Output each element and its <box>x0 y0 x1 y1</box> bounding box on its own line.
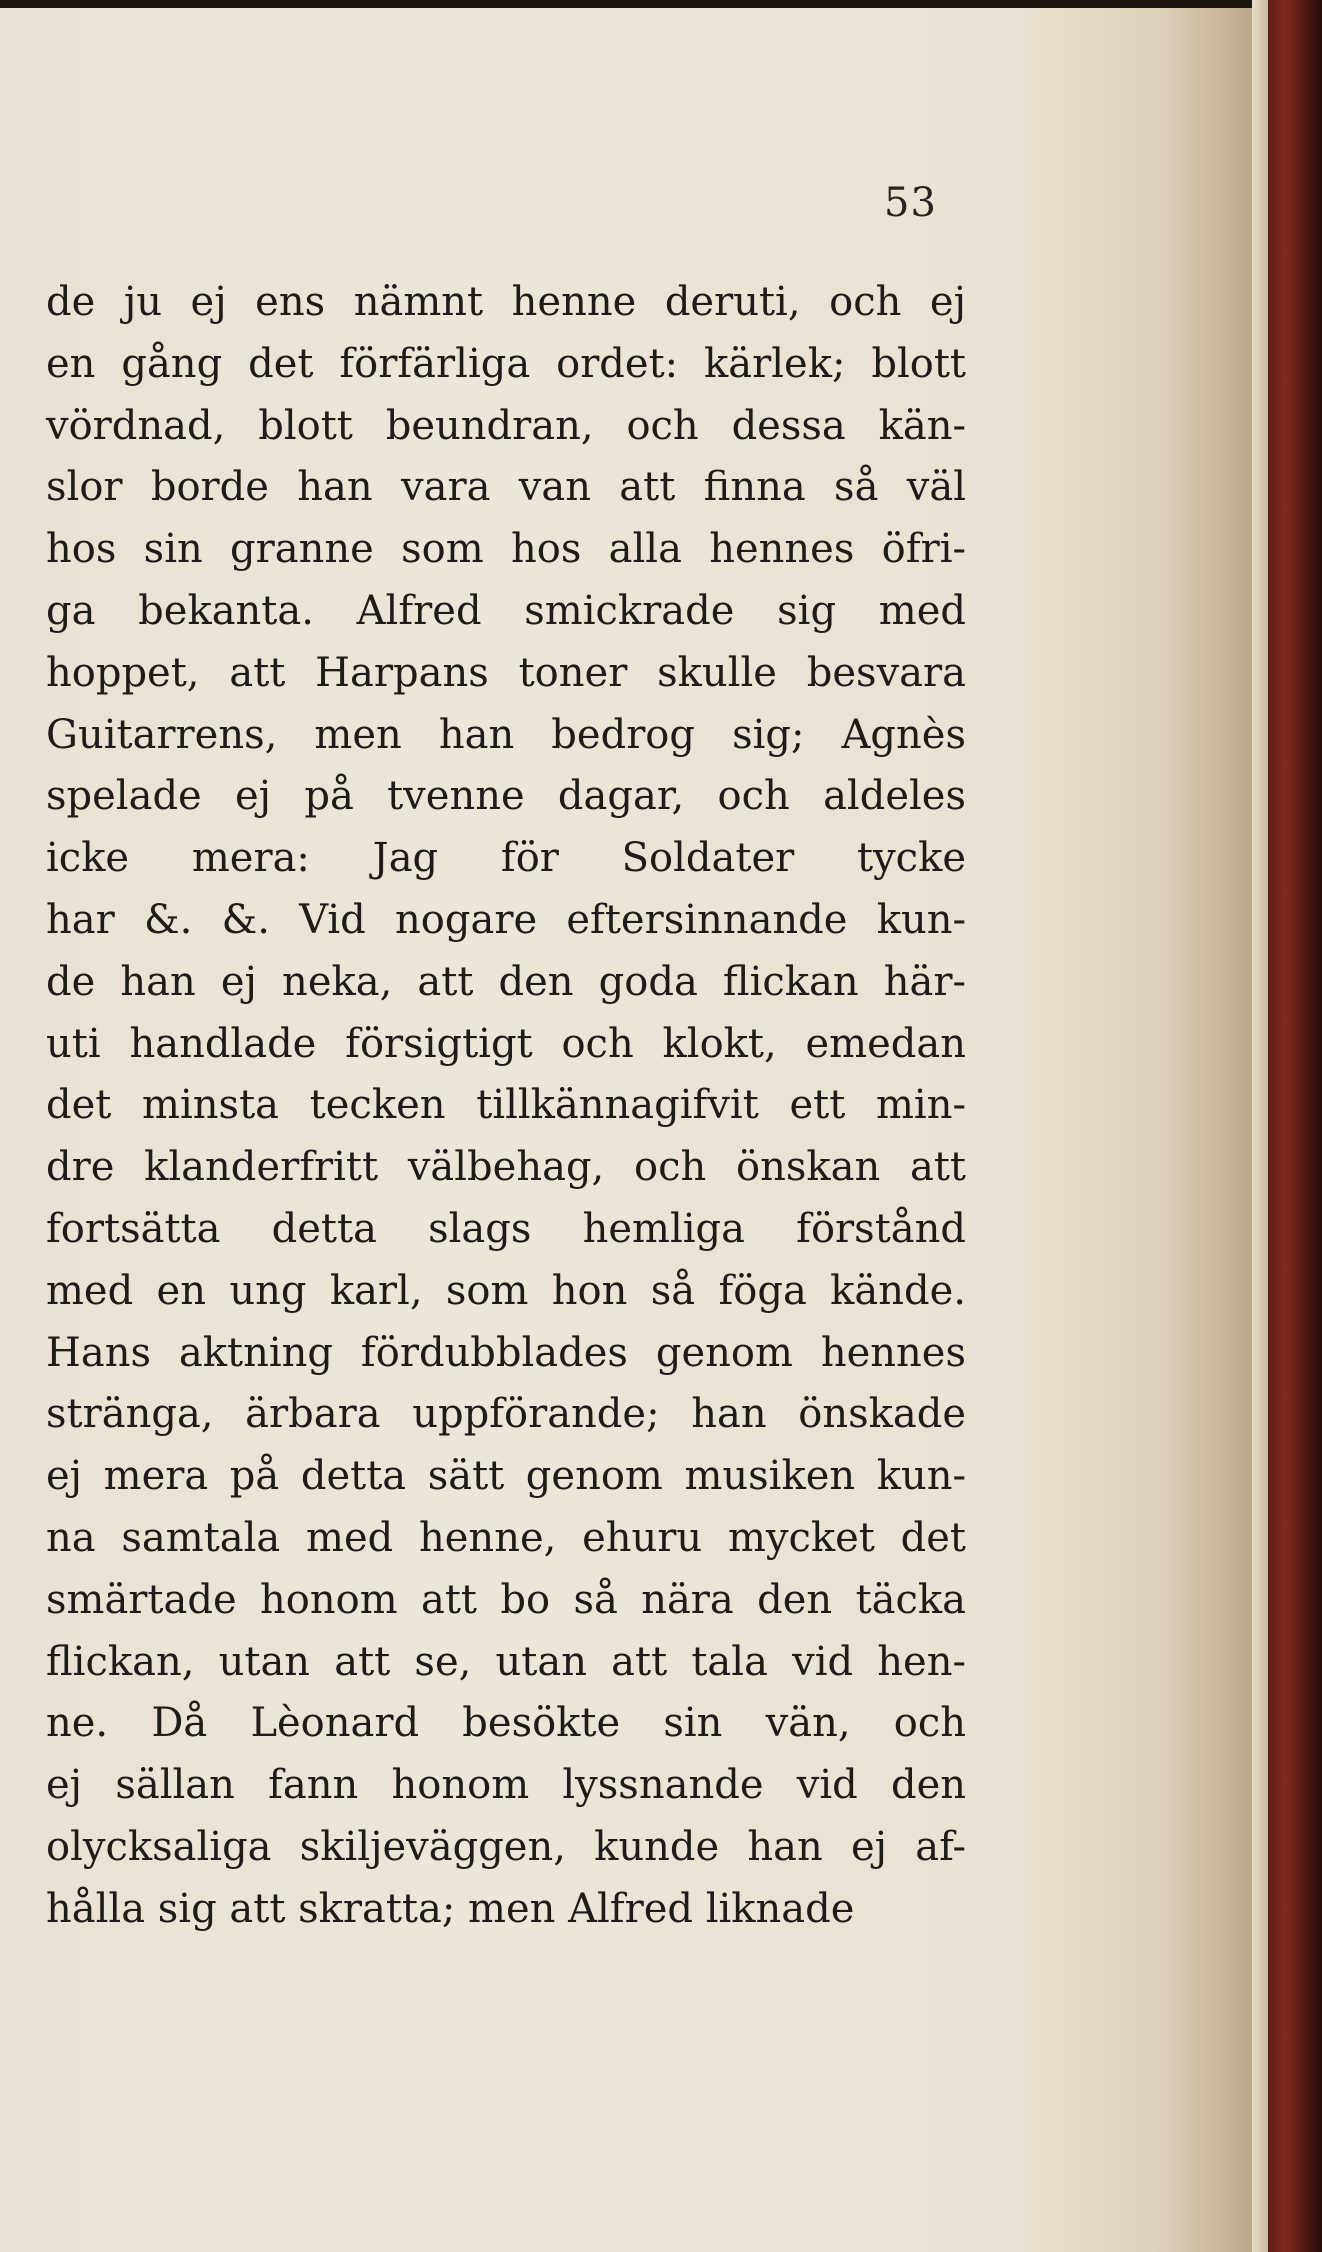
page-edge <box>1252 0 1268 2252</box>
text-line: vördnad, blott beundran, och dessa kän- <box>46 402 966 449</box>
text-line: hos sin granne som hos alla hennes öfri- <box>46 526 966 573</box>
text-line: slor borde han vara van att finna så väl <box>46 464 966 511</box>
text-line: hoppet, att Harpans toner skulle besvara <box>46 649 966 696</box>
text-line: Hans aktning fördubblades genom hennes <box>46 1329 966 1376</box>
text-line: ne. Då Lèonard besökte sin vän, och <box>46 1700 966 1747</box>
text-line: ga bekanta. Alfred smickrade sig med <box>46 587 966 634</box>
text-line: uti handlade försigtigt och klokt, emedan <box>46 1020 966 1067</box>
body-text <box>46 272 966 1941</box>
text-line: stränga, ärbara uppförande; han önskade <box>46 1391 966 1438</box>
text-line: ej mera på detta sätt genom musiken kun- <box>46 1453 966 1500</box>
text-line: hålla sig att skratta; men Alfred liknade <box>46 1885 855 1932</box>
text-line: fortsätta detta slags hemliga förstånd <box>46 1205 966 1252</box>
page-number: 53 <box>884 180 937 226</box>
text-line: det minsta tecken tillkännagifvit ett min- <box>46 1082 966 1129</box>
text-line: har &. &. Vid nogare eftersinnande kun- <box>46 896 966 943</box>
text-line: smärtade honom att bo så nära den täcka <box>46 1576 966 1623</box>
page-gutter <box>1188 8 1258 2252</box>
text-line: de ju ej ens nämnt henne deruti, och ej <box>46 279 966 325</box>
text-line: spelade ej på tvenne dagar, och aldeles <box>46 773 966 820</box>
text-line: na samtala med henne, ehuru mycket det <box>46 1514 966 1561</box>
text-line: med en ung karl, som hon så föga kände. <box>46 1267 966 1314</box>
text-line: Guitarrens, men han bedrog sig; Agnès <box>46 711 966 758</box>
text-line: en gång det förfärliga ordet: kärlek; blott <box>46 340 966 387</box>
text-line: dre klanderfritt välbehag, och önskan att <box>46 1144 966 1191</box>
text-line: de han ej neka, att den goda flickan här- <box>46 958 966 1005</box>
text-line: icke mera: Jag för Soldater tycke <box>46 835 966 882</box>
text-line: olycksaliga skiljeväggen, kunde han ej af- <box>46 1823 966 1870</box>
text-line: ej sällan fann honom lyssnande vid den <box>46 1762 966 1809</box>
spine-shadow <box>1290 0 1322 2252</box>
text-line: flickan, utan att se, utan att tala vid hen- <box>46 1638 966 1685</box>
